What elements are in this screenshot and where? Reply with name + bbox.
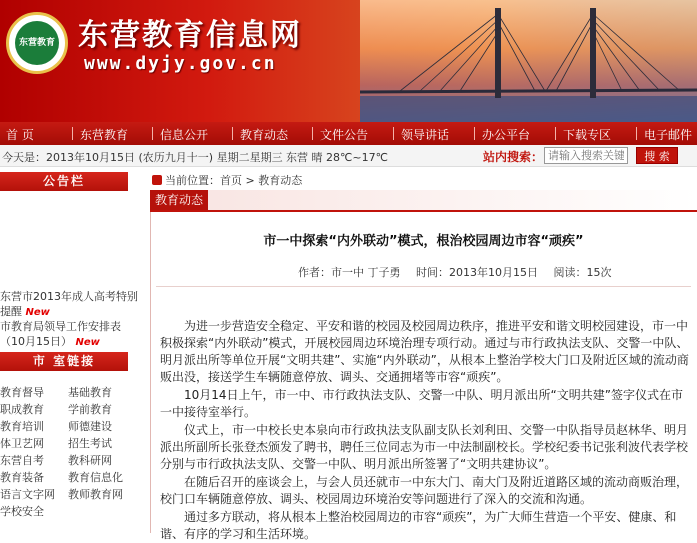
article-views: 阅读：15次 <box>553 266 612 279</box>
header-banner <box>0 0 697 122</box>
nav-office-platform[interactable]: 办公平台 <box>482 128 531 142</box>
breadcrumb-home[interactable]: 首页 <box>220 174 242 187</box>
article-paragraph: 仪式上，市一中校长史本泉向市行政执法支队副支队长刘利田、交警一中队指导员赵林华、明月派出所副所长张登杰颁发了聘书，聘任三位同志为市一中法制副校长。学校纪委书记张利波代表学校分别与市行政执法支队、交警一中队、明月派出所签署了“文明共建协议”。 <box>160 423 689 471</box>
nav-documents[interactable]: 文件公告 <box>320 128 369 142</box>
article-author: 作者：市一中 丁子勇 <box>298 266 401 279</box>
info-bar <box>0 145 697 167</box>
nav-dongying-education[interactable]: 东营教育 <box>80 128 129 142</box>
link-item[interactable]: 学前教育 <box>68 403 112 416</box>
bridge-illustration <box>360 0 697 122</box>
search-input[interactable] <box>544 147 628 164</box>
new-badge: New <box>75 337 100 348</box>
link-item[interactable]: 教师教育网 <box>68 488 123 501</box>
link-item[interactable]: 基础教育 <box>68 386 112 399</box>
link-item[interactable]: 教科研网 <box>68 454 112 467</box>
nav-separator <box>232 127 233 140</box>
article-paragraph: 为进一步营造安全稳定、平安和谐的校园及校园周边秩序，推进平安和谐文明校园建设，市一中积极探索“内外联动”模式，开展校园周边环境治理专项行动。通过与市行政执法支队、交警一中队、明月派出所等单位开展“文明共建”、实施“内外联动”，从根本上整治学校大门口及附近区域的流动商贩出没，接送学生车辆随意停放、调头、交通拥堵等市容“顽疾”。 <box>160 319 689 384</box>
notice-item[interactable] <box>0 289 140 320</box>
nav-leader-speeches[interactable]: 领导讲话 <box>401 128 450 142</box>
nav-separator <box>474 127 475 140</box>
nav-home[interactable]: 首 页 <box>6 128 34 142</box>
section-tab-bar <box>150 190 697 212</box>
nav-downloads[interactable]: 下载专区 <box>563 128 612 142</box>
main-nav <box>0 122 697 145</box>
site-url: www.dyjy.gov.cn <box>84 53 277 74</box>
links-header: 市 室链接 <box>0 352 128 371</box>
link-item[interactable]: 招生考试 <box>68 437 112 450</box>
link-item[interactable]: 教育装备 <box>0 471 44 484</box>
search-button[interactable]: 搜 索 <box>636 147 678 164</box>
link-item[interactable]: 学校安全 <box>0 505 44 518</box>
breadcrumb-separator: > <box>242 174 259 187</box>
link-item[interactable]: 教育培训 <box>0 420 44 433</box>
new-badge: New <box>25 307 50 318</box>
link-item[interactable]: 东营自考 <box>0 454 44 467</box>
link-item[interactable]: 教育信息化 <box>68 471 123 484</box>
logo-text: 东营教育 <box>15 21 59 65</box>
notice-text: 东营市2013年成人高考特别提醒 <box>0 290 138 318</box>
nav-info-disclosure[interactable]: 信息公开 <box>160 128 209 142</box>
link-item[interactable]: 体卫艺网 <box>0 437 44 450</box>
article-paragraph: 在随后召开的座谈会上，与会人员还就市一中东大门、南大门及附近道路区域的流动商贩治理，校门口车辆随意停放、调头、校园周边环境治安等问题进行了深入的交流和沟通。 <box>160 475 689 506</box>
article-paragraph: 通过多方联动，将从根本上整治校园周边的市容“顽疾”，为广大师生营造一个平安、健康、和谐、有序的学习和生活环境。 <box>160 510 677 541</box>
article-title: 市一中探索“内外联动”模式，根治校园周边市容“顽疾” <box>263 234 584 249</box>
search-label: 站内搜索： <box>483 150 544 164</box>
date-weather: 今天是：2013年10月15日 (农历九月十一) 星期二星期三 东营 晴 28℃~17℃ <box>2 151 388 164</box>
notice-board <box>0 191 138 348</box>
nav-separator <box>152 127 153 140</box>
breadcrumb <box>152 172 302 188</box>
nav-separator <box>312 127 313 140</box>
section-tab[interactable]: 教育动态 <box>150 190 208 210</box>
breadcrumb-label: 当前位置： <box>165 174 220 187</box>
breadcrumb-current[interactable]: 教育动态 <box>258 174 303 187</box>
notice-text: 市教育局领导工作安排表（10月15日） <box>0 320 121 348</box>
nav-education-news[interactable]: 教育动态 <box>240 128 289 142</box>
site-logo[interactable] <box>6 12 68 74</box>
nav-separator <box>393 127 394 140</box>
nav-separator <box>555 127 556 140</box>
meta-divider <box>156 286 691 287</box>
link-item[interactable]: 语言文字网 <box>0 488 55 501</box>
link-item[interactable]: 教育督导 <box>0 386 44 399</box>
notice-board-header: 公告栏 <box>0 172 128 191</box>
link-item[interactable]: 师德建设 <box>68 420 112 433</box>
article-time: 时间：2013年10月15日 <box>416 266 538 279</box>
article-paragraph: 10月14日上午，市一中、市行政执法支队、交警一中队、明月派出所“文明共建”签字仪式在市一中接待室举行。 <box>160 388 683 419</box>
nav-separator <box>636 127 637 140</box>
site-title: 东营教育信息网 <box>78 18 302 53</box>
nav-email[interactable]: 电子邮件 <box>644 128 693 142</box>
link-item[interactable]: 职成教育 <box>0 403 44 416</box>
location-icon <box>152 175 162 185</box>
notice-item[interactable] <box>0 319 140 350</box>
article-meta <box>298 264 624 280</box>
nav-separator <box>72 127 73 140</box>
